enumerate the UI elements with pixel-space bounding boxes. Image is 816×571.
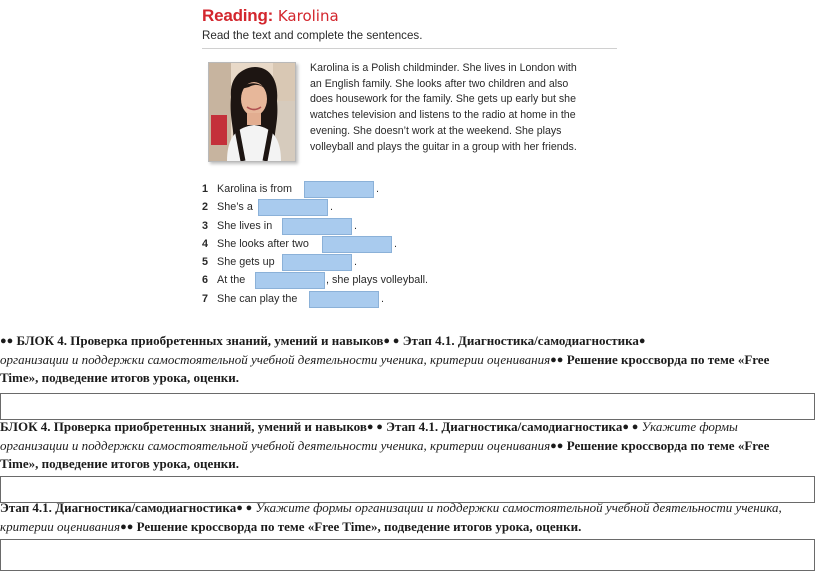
lesson-block-3	[0, 499, 816, 536]
item-number: 6	[202, 274, 209, 287]
reading-worksheet	[196, 0, 626, 318]
stage-title: Этап 4.1. Диагностика/самодиагностика	[399, 333, 639, 348]
worksheet-title	[202, 6, 339, 26]
forms-text: организации и поддержки самостоятельной учебной деятельности ученика, критерии оценивания	[0, 437, 551, 453]
item-text: Karolina is from	[217, 183, 293, 195]
sentence-item	[202, 217, 622, 235]
answer-box[interactable]	[0, 393, 815, 420]
sentence-item	[202, 235, 622, 253]
divider	[202, 48, 617, 49]
bullet-dots: ● ●	[383, 335, 400, 347]
forms-text: критерии оценивания	[0, 518, 121, 534]
block-line	[0, 455, 816, 474]
item-text: At the	[217, 274, 246, 287]
stage-title: Этап 4.1. Диагностика/самодиагностика	[0, 500, 237, 515]
item-number: 5	[202, 256, 209, 269]
item-number: 4	[202, 237, 209, 250]
crossword-text: Решение кроссворда по теме «Free Time», подведение итогов урока, оценки.	[133, 518, 582, 534]
block-line	[0, 518, 816, 537]
answer-blank[interactable]	[255, 272, 325, 289]
item-text: She looks after two	[217, 237, 309, 250]
paragraph-line: volleyball and plays the guitar in a group with her friends.	[310, 140, 577, 153]
block-title: БЛОК 4. Проверка приобретенных знаний, умений и навыков	[13, 333, 384, 348]
bullet-dots: ●●	[550, 353, 564, 366]
item-text: She lives in	[217, 219, 273, 232]
crossword-text: Time», подведение итогов урока, оценки.	[0, 370, 240, 386]
item-ending: .	[354, 256, 357, 269]
sentence-item	[202, 290, 622, 308]
item-ending: .	[394, 237, 397, 250]
sentence-list	[202, 180, 622, 308]
item-number: 3	[202, 219, 209, 232]
answer-blank[interactable]	[322, 236, 392, 253]
paragraph-line: Karolina is a Polish childminder. She lives in London with	[310, 62, 577, 74]
crossword-text: Time», подведение итогов урока, оценки.	[0, 456, 240, 472]
item-text: She gets up	[217, 256, 275, 269]
bullet-dots: ● ●	[622, 421, 639, 433]
item-ending: .	[376, 183, 379, 195]
item-ending: .	[330, 201, 333, 214]
forms-text: Укажите формы	[638, 419, 738, 434]
lesson-block-1	[0, 332, 816, 388]
item-number: 2	[202, 201, 209, 214]
title-label: Reading:	[202, 6, 274, 25]
bullet-dots: ●	[638, 335, 646, 347]
block-line	[0, 418, 816, 437]
stage-title: Этап 4.1. Диагностика/самодиагностика	[382, 419, 623, 434]
item-text: She’s a	[217, 201, 253, 214]
answer-box[interactable]	[0, 539, 815, 571]
paragraph-line: watches television and listens to the radio at home in the	[310, 109, 576, 122]
bullet-dots: ●●	[120, 520, 134, 533]
paragraph-line: an English family. She looks after two children and also	[310, 77, 569, 90]
item-ending: .	[354, 219, 357, 232]
block-line	[0, 369, 816, 388]
item-ending: , she plays volleyball.	[326, 274, 429, 287]
answer-blank[interactable]	[258, 199, 328, 216]
answer-blank[interactable]	[304, 181, 374, 198]
item-number: 1	[202, 183, 209, 195]
block-line	[0, 332, 816, 351]
block-title: БЛОК 4. Проверка приобретенных знаний, умений и навыков	[0, 419, 367, 434]
bullet-dots: ●●	[0, 335, 14, 347]
block-line	[0, 351, 816, 370]
crossword-text: Решение кроссворда по теме «Free	[563, 351, 770, 367]
answer-blank[interactable]	[282, 254, 352, 271]
karolina-paragraph	[310, 61, 620, 155]
crossword-text: Решение кроссворда по теме «Free	[563, 437, 770, 453]
forms-text: организации и поддержки самостоятельной учебной деятельности ученика, критерии оценивания	[0, 351, 551, 367]
forms-text: Укажите формы организации и поддержки самостоятельной учебной деятельности ученика,	[252, 500, 782, 515]
title-name: Karolina	[277, 7, 339, 25]
paragraph-line: evening. She doesn’t work at the weekend. She plays	[310, 124, 562, 137]
bullet-dots: ●●	[550, 439, 564, 452]
item-number: 7	[202, 292, 209, 305]
answer-blank[interactable]	[282, 218, 352, 235]
block-line	[0, 437, 816, 456]
sentence-item	[202, 253, 622, 271]
karolina-photo	[208, 62, 296, 162]
item-text: She can play the	[217, 292, 298, 305]
sentence-item	[202, 180, 622, 198]
item-ending: .	[381, 292, 384, 305]
bullet-dots: ● ●	[366, 421, 383, 433]
block-line	[0, 499, 816, 518]
paragraph-line: does housework for the family. She gets up early but she	[310, 93, 576, 106]
bullet-dots: ● ●	[236, 502, 253, 514]
sentence-item	[202, 271, 622, 289]
lesson-block-2	[0, 418, 816, 474]
answer-blank[interactable]	[309, 291, 379, 308]
worksheet-instruction: Read the text and complete the sentences.	[202, 29, 423, 42]
sentence-item	[202, 198, 622, 216]
